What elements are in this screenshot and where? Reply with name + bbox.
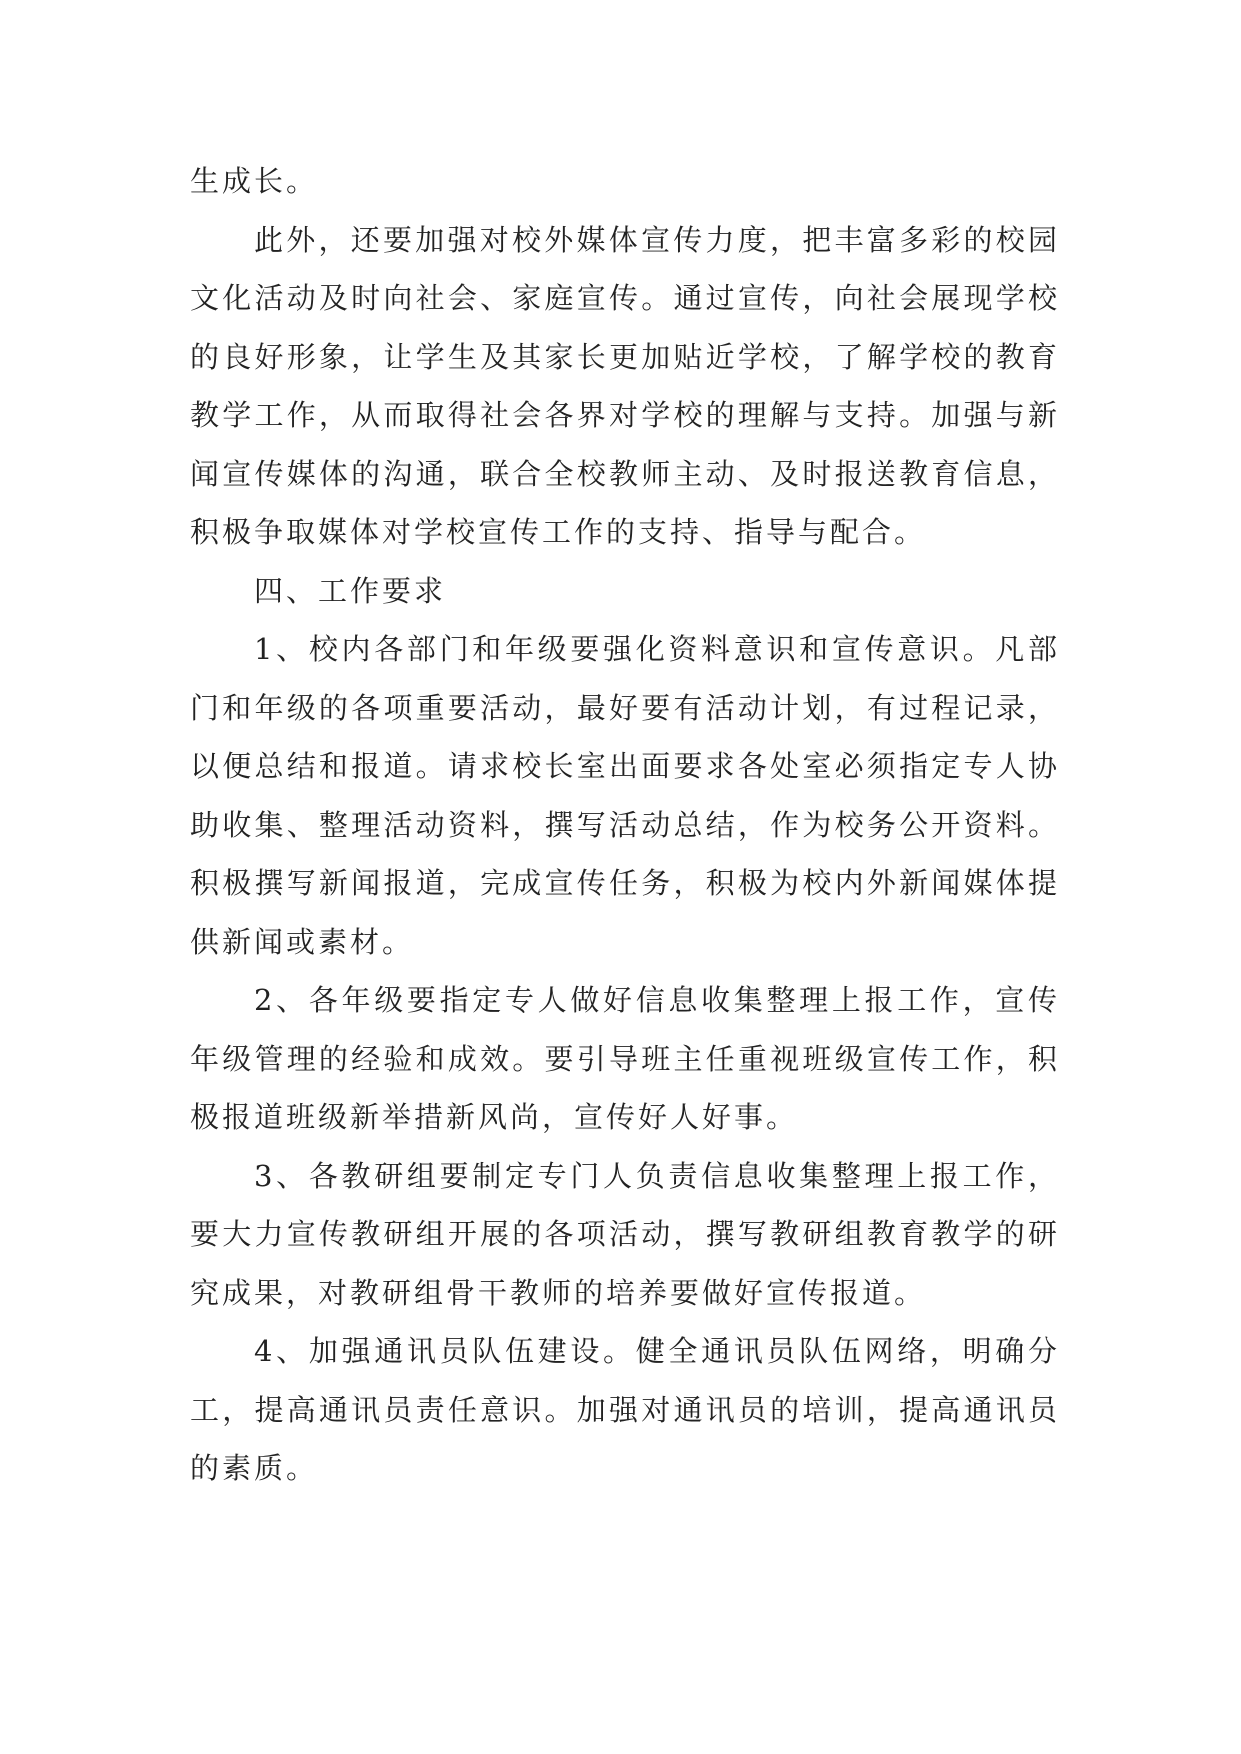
- document-body: [190, 152, 1060, 1498]
- paragraph-requirement-4: 4、加强通讯员队伍建设。健全通讯员队伍网络，明确分工，提高通讯员责任意识。加强对通讯员的培训，提高通讯员的素质。: [190, 1334, 1060, 1485]
- paragraph-requirement-2: 2、各年级要指定专人做好信息收集整理上报工作，宣传年级管理的经验和成效。要引导班主任重视班级宣传工作，积极报道班级新举措新风尚，宣传好人好事。: [190, 983, 1060, 1134]
- paragraph-media-publicity: 此外，还要加强对校外媒体宣传力度，把丰富多彩的校园文化活动及时向社会、家庭宣传。通过宣传，向社会展现学校的良好形象，让学生及其家长更加贴近学校，了解学校的教育教学工作，从而取得社会各界对学校的理解与支持。加强与新闻宣传媒体的沟通，联合全校教师主动、及时报送教育信息，积极争取媒体对学校宣传工作的支持、指导与配合。: [190, 222, 1060, 549]
- paragraph-continuation: 生成长。: [190, 164, 319, 198]
- paragraph-requirement-3: 3、各教研组要制定专门人负责信息收集整理上报工作，要大力宣传教研组开展的各项活动，撰写教研组教育教学的研究成果，对教研组骨干教师的培养要做好宣传报道。: [190, 1158, 1060, 1310]
- section-heading-work-requirements: 四、工作要求: [254, 573, 447, 608]
- paragraph-requirement-1: 1、校内各部门和年级要强化资料意识和宣传意识。凡部门和年级的各项重要活动，最好要有活动计划，有过程记录，以便总结和报道。请求校长室出面要求各处室必须指定专人协助收集、整理活动资料，撰写活动总结，作为校务公开资料。积极撰写新闻报道，完成宣传任务，积极为校内外新闻媒体提供新闻或素材。: [190, 632, 1060, 959]
